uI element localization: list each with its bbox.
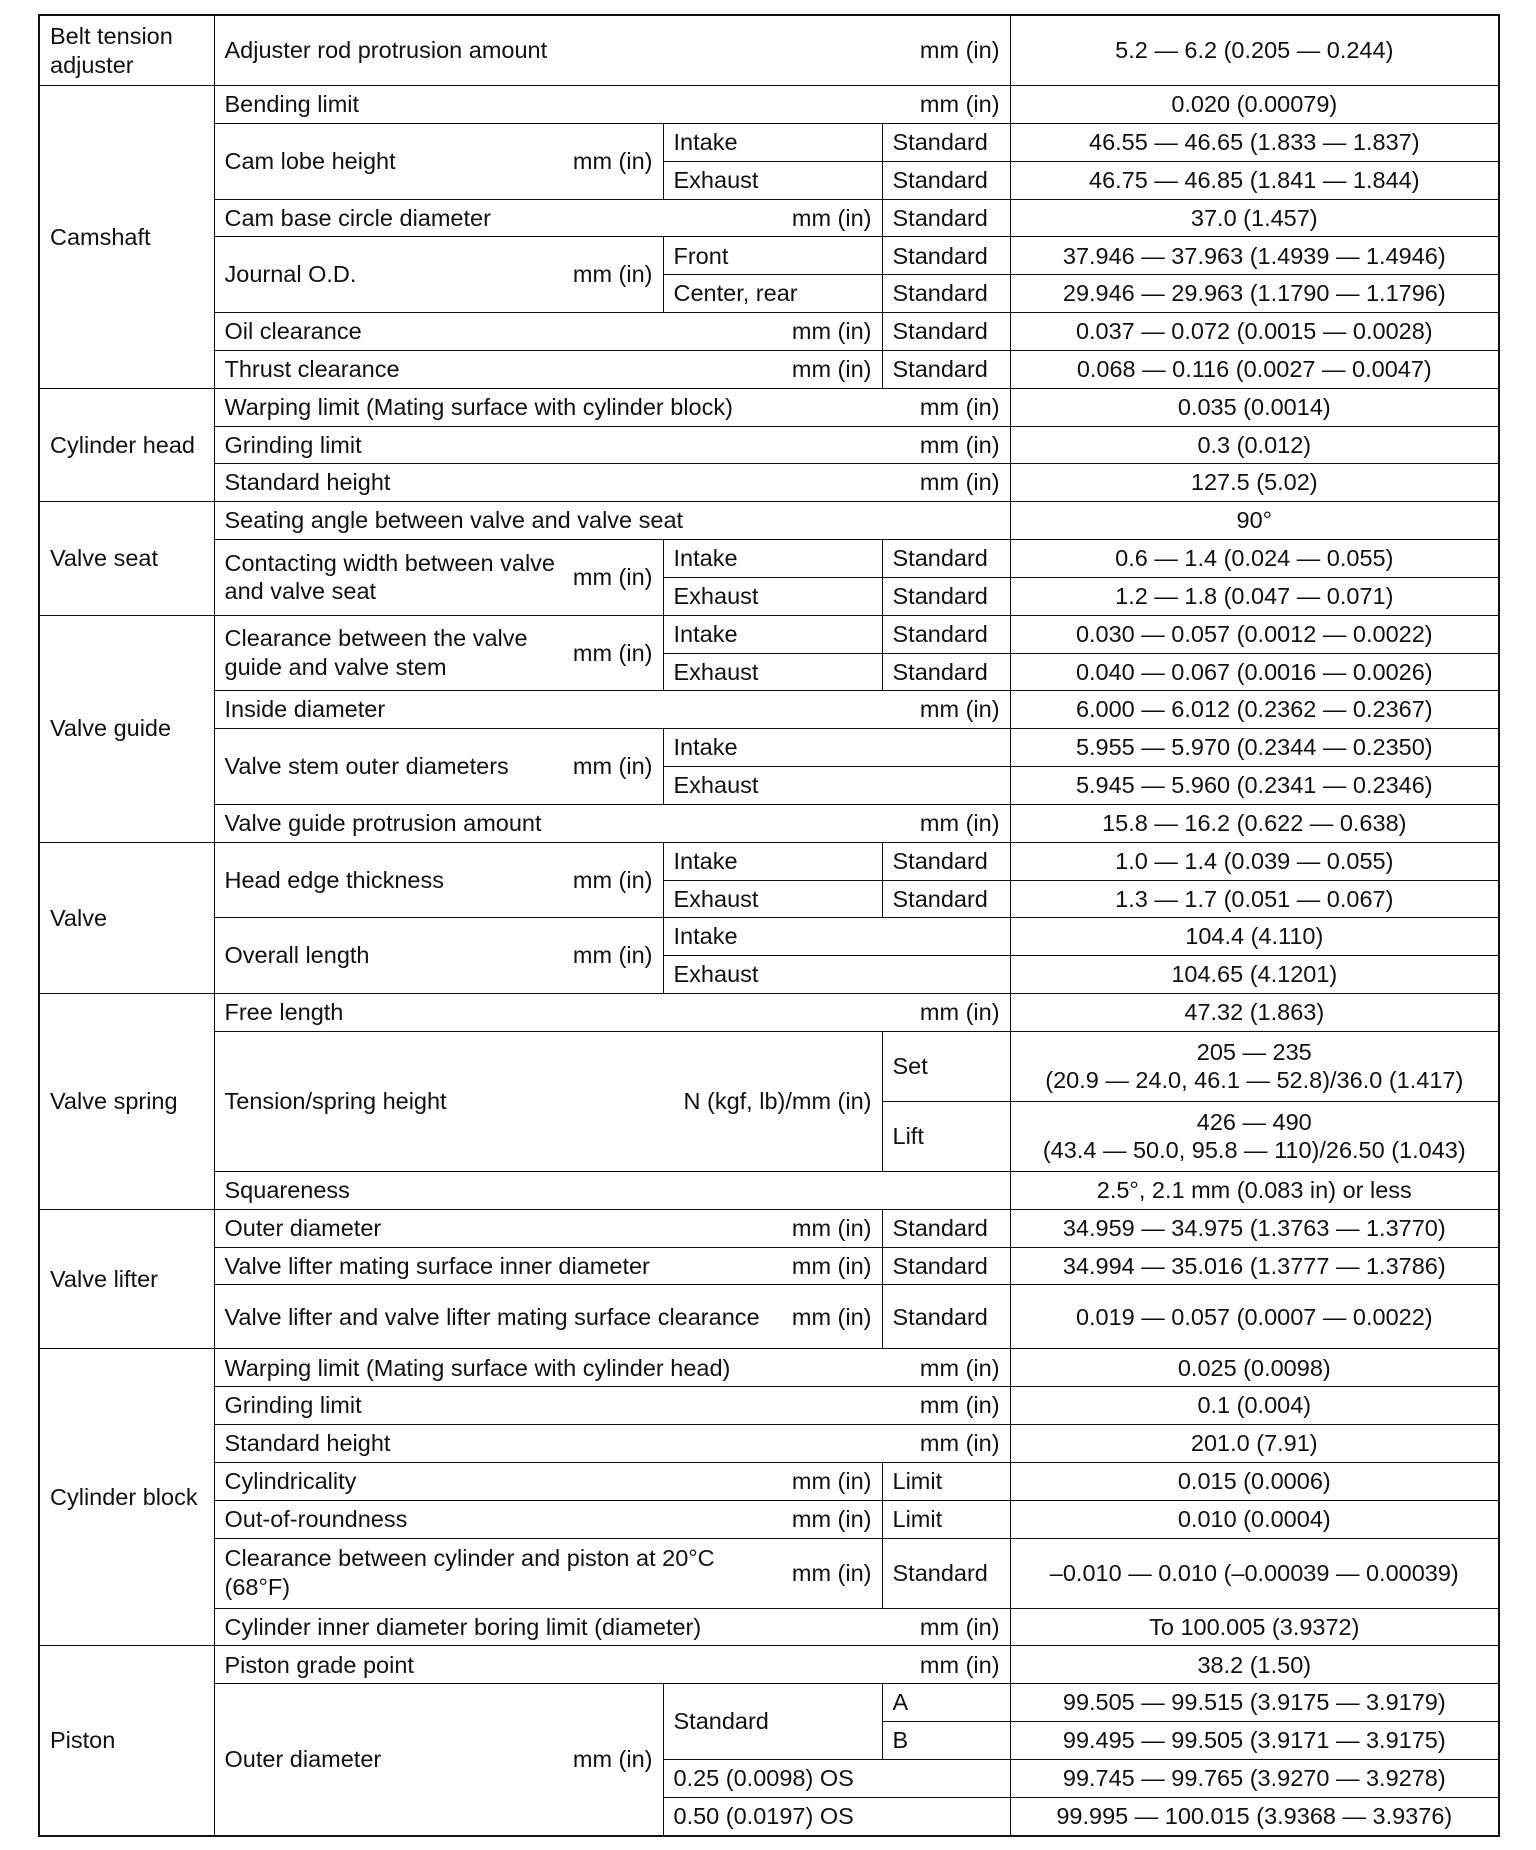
spec-cell — [214, 313, 882, 351]
spec-cell: Standard — [663, 1684, 882, 1760]
value-cell: 90° — [1010, 502, 1499, 540]
item-label: Oil clearance — [224, 318, 362, 345]
spec-cell: Limit — [882, 1500, 1010, 1538]
spec-cell — [214, 1538, 882, 1608]
spec-cell — [214, 464, 1010, 502]
spec-cell — [214, 918, 663, 994]
item-label: Inside diameter — [224, 696, 386, 723]
unit-label: mm (in) — [919, 393, 1000, 420]
group-label-cell: Cylinder block — [39, 1349, 214, 1646]
value-cell: 0.025 (0.0098) — [1010, 1349, 1499, 1387]
group-label-cell: Valve guide — [39, 615, 214, 842]
table-row — [39, 615, 1499, 653]
value-cell: 5.2 — 6.2 (0.205 — 0.244) — [1010, 15, 1499, 86]
spec-cell: 0.25 (0.0098) OS — [663, 1759, 1010, 1797]
value-cell: 34.994 — 35.016 (1.3777 — 1.3786) — [1010, 1247, 1499, 1285]
spec-cell: Front — [663, 237, 882, 275]
spec-cell: Standard — [882, 313, 1010, 351]
spec-cell — [214, 199, 882, 237]
value-cell: 0.037 — 0.072 (0.0015 — 0.0028) — [1010, 313, 1499, 351]
table-row — [39, 426, 1499, 464]
spec-cell — [214, 615, 663, 691]
item-label: Cam lobe height — [224, 147, 396, 174]
unit-label: mm (in) — [919, 469, 1000, 496]
group-label-cell: Camshaft — [39, 86, 214, 389]
spec-cell: Exhaust — [663, 767, 1010, 805]
spec-cell — [214, 1684, 663, 1836]
spec-cell: Standard — [882, 237, 1010, 275]
spec-cell: Exhaust — [663, 577, 882, 615]
value-cell: 99.995 — 100.015 (3.9368 — 3.9376) — [1010, 1797, 1499, 1836]
spec-cell — [214, 1500, 882, 1538]
item-label: Standard height — [224, 469, 391, 496]
value-cell — [1010, 1101, 1499, 1171]
spec-cell — [214, 1608, 1010, 1646]
item-label: Overall length — [224, 942, 370, 969]
spec-cell — [214, 1425, 1010, 1463]
spec-cell: Standard — [882, 653, 1010, 691]
item-label: Bending limit — [224, 91, 360, 118]
spec-cell — [214, 842, 663, 918]
spec-cell: B — [882, 1722, 1010, 1760]
item-label: Cylindricality — [224, 1468, 357, 1495]
item-label: Journal O.D. — [224, 261, 357, 288]
value-cell: 0.035 (0.0014) — [1010, 388, 1499, 426]
value-cell: 1.3 — 1.7 (0.051 — 0.067) — [1010, 880, 1499, 918]
item-label: Standard height — [224, 1430, 391, 1457]
spec-cell — [214, 1646, 1010, 1684]
spec-cell: Standard — [882, 1285, 1010, 1349]
item-label: Head edge thickness — [224, 866, 444, 893]
table-row — [39, 842, 1499, 880]
table-row — [39, 313, 1499, 351]
item-label: Contacting width between valve and valve seat — [224, 549, 556, 605]
value-cell: 6.000 — 6.012 (0.2362 — 0.2367) — [1010, 691, 1499, 729]
spec-cell: Standard — [882, 577, 1010, 615]
spec-cell: Standard — [882, 880, 1010, 918]
table-row — [39, 1171, 1499, 1209]
unit-label: mm (in) — [919, 91, 1000, 118]
unit-label: mm (in) — [791, 1468, 872, 1495]
table-row — [39, 1500, 1499, 1538]
unit-label: mm (in) — [791, 355, 872, 382]
value-cell: 2.5°, 2.1 mm (0.083 in) or less — [1010, 1171, 1499, 1209]
item-label: Outer diameter — [224, 1214, 382, 1241]
spec-cell: Exhaust — [663, 161, 882, 199]
table-row — [39, 15, 1499, 86]
item-label: Valve stem outer diameters — [224, 753, 509, 780]
spec-table-body — [39, 15, 1499, 1836]
unit-label: mm (in) — [572, 564, 653, 591]
item-label: Out-of-roundness — [224, 1505, 408, 1532]
unit-label: mm (in) — [572, 942, 653, 969]
item-label: Clearance between the valve guide and valve stem — [224, 625, 528, 681]
value-cell: 0.015 (0.0006) — [1010, 1462, 1499, 1500]
value-line: (43.4 — 50.0, 95.8 — 110)/26.50 (1.043) — [1042, 1137, 1466, 1164]
group-label-cell: Cylinder head — [39, 388, 214, 501]
unit-label: mm (in) — [919, 1430, 1000, 1457]
unit-label: mm (in) — [919, 1651, 1000, 1678]
spec-cell — [214, 1285, 882, 1349]
value-cell: 37.946 — 37.963 (1.4939 — 1.4946) — [1010, 237, 1499, 275]
value-cell: 0.030 — 0.057 (0.0012 — 0.0022) — [1010, 615, 1499, 653]
spec-cell — [214, 993, 1010, 1031]
spec-cell: Lift — [882, 1101, 1010, 1171]
value-cell: 99.495 — 99.505 (3.9171 — 3.9175) — [1010, 1722, 1499, 1760]
unit-label: mm (in) — [919, 37, 1000, 64]
value-cell: 201.0 (7.91) — [1010, 1425, 1499, 1463]
value-cell: 0.6 — 1.4 (0.024 — 0.055) — [1010, 540, 1499, 578]
value-cell: 1.0 — 1.4 (0.039 — 0.055) — [1010, 842, 1499, 880]
table-row — [39, 691, 1499, 729]
value-cell: 0.3 (0.012) — [1010, 426, 1499, 464]
table-row — [39, 1387, 1499, 1425]
table-row — [39, 1349, 1499, 1387]
item-label: Clearance between cylinder and piston at 20°C (68°F) — [224, 1545, 715, 1601]
spec-cell: 0.50 (0.0197) OS — [663, 1797, 1010, 1836]
value-cell: 127.5 (5.02) — [1010, 464, 1499, 502]
value-cell: 0.068 — 0.116 (0.0027 — 0.0047) — [1010, 350, 1499, 388]
unit-label: mm (in) — [791, 1303, 872, 1330]
table-row — [39, 918, 1499, 956]
item-label: Adjuster rod protrusion amount — [224, 37, 548, 64]
unit-label: mm (in) — [791, 204, 872, 231]
table-row — [39, 464, 1499, 502]
table-row — [39, 1209, 1499, 1247]
value-cell: 99.745 — 99.765 (3.9270 — 3.9278) — [1010, 1759, 1499, 1797]
spec-cell: Limit — [882, 1462, 1010, 1500]
spec-cell: Standard — [882, 842, 1010, 880]
value-cell: 5.955 — 5.970 (0.2344 — 0.2350) — [1010, 729, 1499, 767]
unit-label: mm (in) — [791, 318, 872, 345]
value-cell: To 100.005 (3.9372) — [1010, 1608, 1499, 1646]
value-cell: 15.8 — 16.2 (0.622 — 0.638) — [1010, 804, 1499, 842]
value-line: 205 — 235 — [1196, 1038, 1312, 1065]
spec-cell — [214, 1387, 1010, 1425]
spec-cell: Squareness — [214, 1171, 1010, 1209]
unit-label: mm (in) — [791, 1214, 872, 1241]
value-cell: 37.0 (1.457) — [1010, 199, 1499, 237]
value-cell: 0.010 (0.0004) — [1010, 1500, 1499, 1538]
table-row — [39, 1538, 1499, 1608]
spec-cell: Seating angle between valve and valve seat — [214, 502, 1010, 540]
table-row — [39, 729, 1499, 767]
item-label: Thrust clearance — [224, 355, 400, 382]
table-row — [39, 237, 1499, 275]
value-cell: 46.75 — 46.85 (1.841 — 1.844) — [1010, 161, 1499, 199]
item-label: Warping limit (Mating surface with cylinder head) — [224, 1354, 731, 1381]
value-cell: 1.2 — 1.8 (0.047 — 0.071) — [1010, 577, 1499, 615]
spec-cell — [214, 388, 1010, 426]
spec-cell: Intake — [663, 842, 882, 880]
spec-cell — [214, 1209, 882, 1247]
spec-cell: Intake — [663, 918, 1010, 956]
spec-cell: A — [882, 1684, 1010, 1722]
value-cell: 29.946 — 29.963 (1.1790 — 1.1796) — [1010, 275, 1499, 313]
spec-cell — [214, 1462, 882, 1500]
table-row — [39, 123, 1499, 161]
item-label: Piston grade point — [224, 1651, 414, 1678]
spec-table — [38, 14, 1500, 1837]
group-label-cell: Valve — [39, 842, 214, 993]
unit-label: mm (in) — [919, 809, 1000, 836]
spec-cell: Exhaust — [663, 956, 1010, 994]
item-label: Outer diameter — [224, 1746, 382, 1773]
unit-label: mm (in) — [572, 866, 653, 893]
unit-label: mm (in) — [919, 1613, 1000, 1640]
spec-cell: Exhaust — [663, 653, 882, 691]
table-row — [39, 993, 1499, 1031]
value-cell: 5.945 — 5.960 (0.2341 — 0.2346) — [1010, 767, 1499, 805]
value-cell: 0.020 (0.00079) — [1010, 86, 1499, 124]
unit-label: mm (in) — [572, 639, 653, 666]
spec-cell: Standard — [882, 540, 1010, 578]
spec-cell — [214, 426, 1010, 464]
item-label: Valve guide protrusion amount — [224, 809, 542, 836]
group-label-cell: Piston — [39, 1646, 214, 1836]
value-cell — [1010, 1031, 1499, 1101]
item-label: Tension/spring height — [224, 1088, 447, 1115]
spec-cell — [214, 86, 1010, 124]
spec-cell — [214, 350, 882, 388]
table-row — [39, 1462, 1499, 1500]
item-label: Cylinder inner diameter boring limit (diameter) — [224, 1613, 702, 1640]
unit-label: mm (in) — [919, 431, 1000, 458]
unit-label: mm (in) — [572, 261, 653, 288]
spec-cell — [214, 804, 1010, 842]
spec-cell: Intake — [663, 540, 882, 578]
item-label: Grinding limit — [224, 1392, 362, 1419]
table-row — [39, 199, 1499, 237]
value-line: 426 — 490 — [1196, 1108, 1312, 1135]
value-cell: –0.010 — 0.010 (–0.00039 — 0.00039) — [1010, 1538, 1499, 1608]
table-row — [39, 1608, 1499, 1646]
unit-label: mm (in) — [919, 1392, 1000, 1419]
table-row — [39, 1247, 1499, 1285]
spec-cell — [214, 1031, 882, 1171]
spec-cell — [214, 123, 663, 199]
spec-cell: Standard — [882, 199, 1010, 237]
table-row — [39, 1425, 1499, 1463]
unit-label: mm (in) — [572, 147, 653, 174]
value-cell: 47.32 (1.863) — [1010, 993, 1499, 1031]
spec-cell: Standard — [882, 123, 1010, 161]
spec-cell — [214, 1247, 882, 1285]
table-row — [39, 540, 1499, 578]
value-cell: 0.1 (0.004) — [1010, 1387, 1499, 1425]
item-label: Cam base circle diameter — [224, 204, 491, 231]
unit-label: N (kgf, lb)/mm (in) — [683, 1088, 872, 1115]
spec-cell: Center, rear — [663, 275, 882, 313]
value-line: (20.9 — 24.0, 46.1 — 52.8)/36.0 (1.417) — [1045, 1067, 1464, 1094]
value-cell: 0.019 — 0.057 (0.0007 — 0.0022) — [1010, 1285, 1499, 1349]
unit-label: mm (in) — [572, 1746, 653, 1773]
table-row — [39, 1646, 1499, 1684]
spec-cell — [214, 729, 663, 805]
value-cell: 0.040 — 0.067 (0.0016 — 0.0026) — [1010, 653, 1499, 691]
table-row — [39, 804, 1499, 842]
spec-cell: Intake — [663, 615, 882, 653]
spec-cell — [214, 15, 1010, 86]
spec-cell: Standard — [882, 1247, 1010, 1285]
unit-label: mm (in) — [919, 696, 1000, 723]
table-row — [39, 388, 1499, 426]
spec-cell: Exhaust — [663, 880, 882, 918]
table-row — [39, 1684, 1499, 1722]
spec-cell: Standard — [882, 161, 1010, 199]
spec-cell — [214, 1349, 1010, 1387]
spec-cell — [214, 540, 663, 616]
value-cell: 99.505 — 99.515 (3.9175 — 3.9179) — [1010, 1684, 1499, 1722]
table-row — [39, 502, 1499, 540]
value-cell: 104.4 (4.110) — [1010, 918, 1499, 956]
unit-label: mm (in) — [572, 753, 653, 780]
group-label-cell: Valve seat — [39, 502, 214, 615]
item-label: Valve lifter mating surface inner diameter — [224, 1252, 650, 1279]
value-cell: 46.55 — 46.65 (1.833 — 1.837) — [1010, 123, 1499, 161]
group-label-cell: Valve spring — [39, 993, 214, 1209]
table-row — [39, 350, 1499, 388]
item-label: Grinding limit — [224, 431, 362, 458]
spec-cell: Intake — [663, 729, 1010, 767]
unit-label: mm (in) — [791, 1505, 872, 1532]
value-cell: 104.65 (4.1201) — [1010, 956, 1499, 994]
group-label-cell: Valve lifter — [39, 1209, 214, 1349]
spec-cell: Standard — [882, 275, 1010, 313]
spec-cell — [214, 237, 663, 313]
unit-label: mm (in) — [791, 1559, 872, 1586]
group-label-cell: Belt tension adjuster — [39, 15, 214, 86]
spec-cell: Intake — [663, 123, 882, 161]
spec-cell: Standard — [882, 1209, 1010, 1247]
spec-cell: Standard — [882, 350, 1010, 388]
item-label: Valve lifter and valve lifter mating surface clearance — [224, 1303, 760, 1330]
item-label: Free length — [224, 999, 344, 1026]
spec-cell: Set — [882, 1031, 1010, 1101]
table-row — [39, 1031, 1499, 1101]
value-cell: 34.959 — 34.975 (1.3763 — 1.3770) — [1010, 1209, 1499, 1247]
spec-cell: Standard — [882, 615, 1010, 653]
table-row — [39, 1285, 1499, 1349]
unit-label: mm (in) — [919, 1354, 1000, 1381]
spec-cell — [214, 691, 1010, 729]
value-cell: 38.2 (1.50) — [1010, 1646, 1499, 1684]
table-row — [39, 86, 1499, 124]
unit-label: mm (in) — [791, 1252, 872, 1279]
spec-cell: Standard — [882, 1538, 1010, 1608]
unit-label: mm (in) — [919, 999, 1000, 1026]
item-label: Warping limit (Mating surface with cylinder block) — [224, 393, 733, 420]
